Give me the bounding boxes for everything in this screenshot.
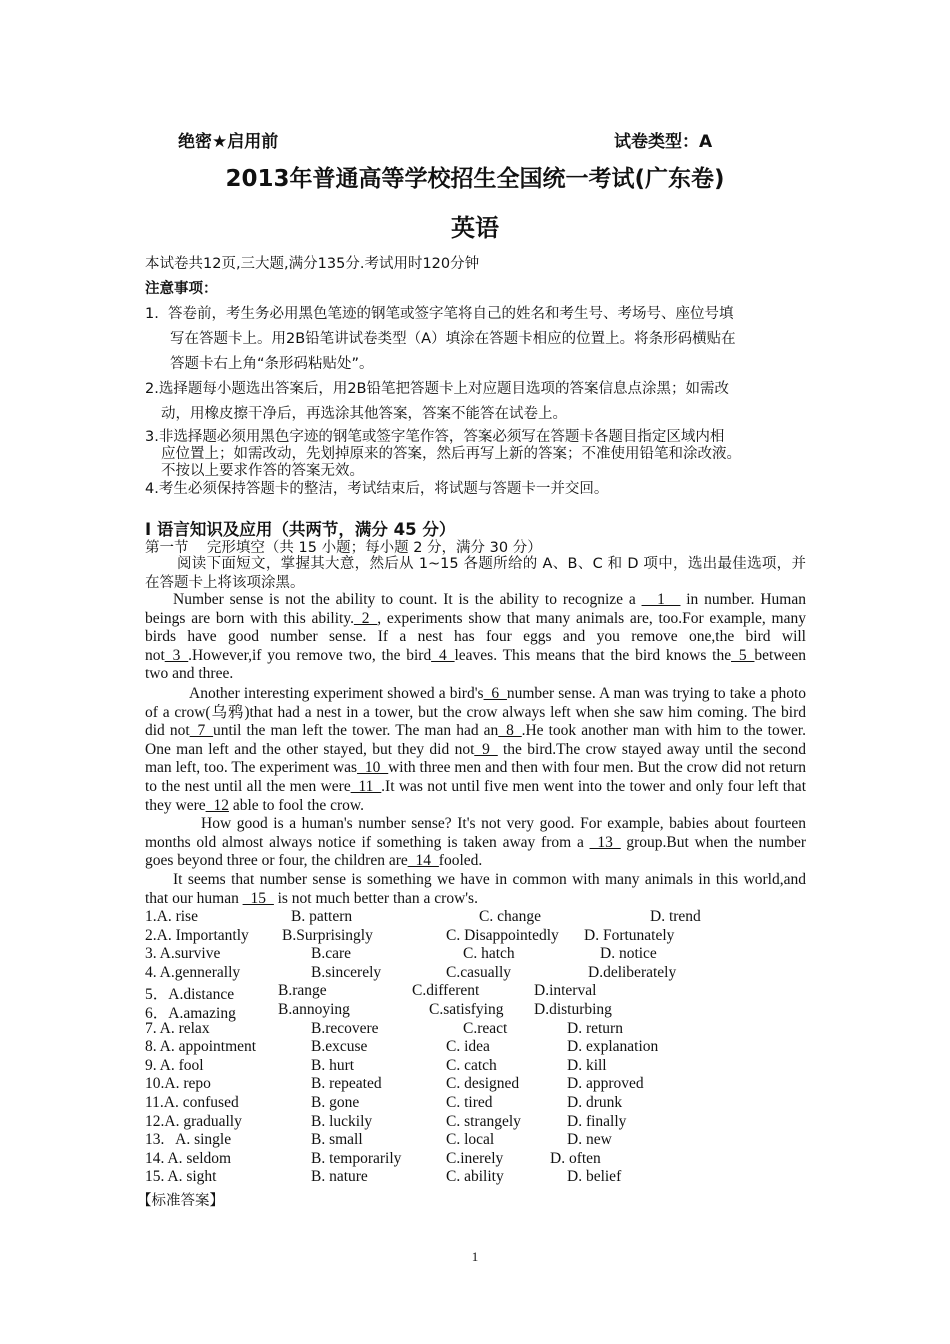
question-2-option-d: D. Fortunately (584, 926, 675, 944)
question-1-option-a: 1.A. rise (145, 908, 198, 925)
question-5-option-d: D.interval (534, 982, 597, 1000)
exam-intro: 本试卷共12页,三大题,满分135分.考试用时120分钟 (145, 256, 480, 272)
paper-type-label: 试卷类型：A (614, 132, 713, 152)
section-1-title: I 语言知识及应用（共两节，满分 45 分） (145, 520, 456, 539)
note-1-line-2: 写在答题卡上。用2B铅笔讲试卷类型（A）填涂在答题卡相应的位置上。将条形码横贴在 (170, 331, 736, 347)
blank-7: _7_ (189, 722, 213, 740)
question-7-option-a: 7. A. relax (145, 1019, 210, 1037)
question-15-option-c: C. ability (446, 1168, 504, 1186)
question-4-option-c: C.casually (446, 963, 511, 981)
question-15-option-d: D. belief (567, 1168, 622, 1186)
question-2-option-b: B.Surprisingly (282, 926, 373, 944)
question-4-option-a: 4. A.gennerally (145, 963, 241, 981)
blank-5: _5_ (731, 646, 755, 664)
note-3-line-2: 应位置上；如需改动，先划掉原来的答案，然后再写上新的答案；不准使用铅笔和涂改液。 (161, 446, 741, 462)
question-3-option-a: 3. A.survive (145, 945, 221, 963)
question-13-option-b: B. small (311, 1131, 363, 1149)
blank-3: _3_ (164, 646, 189, 664)
blank-15: _15_ (242, 889, 274, 907)
passage-paragraph-4: It seems that number sense is something we have in common with many animals in this world,and that our human _15_ is not much better than a crow's. (145, 871, 806, 907)
blank-2: _2_ (353, 609, 378, 627)
question-9-option-d: D. kill (567, 1056, 607, 1074)
notes-title: 注意事项： (145, 281, 218, 297)
question-5-option-c: C.different (412, 982, 480, 1000)
blank-11: _11_ (350, 777, 382, 795)
question-13-option-c: C. local (446, 1131, 495, 1149)
note-4-line-1: 4.考生必须保持答题卡的整洁，考试结束后，将试题与答题卡一并交回。 (145, 481, 609, 497)
question-1-option-b: B. pattern (291, 908, 353, 925)
blank-12: _12 (205, 796, 229, 814)
question-3-option-d: D. notice (600, 945, 657, 963)
blank-13: _13_ (589, 833, 621, 851)
question-2-option-a: 2.A. Importantly (145, 926, 249, 944)
question-5-option-a: 5．A.distance (145, 986, 235, 1004)
question-2-option-c: C. Disappointedly (446, 926, 559, 944)
question-7-option-d: D. return (567, 1019, 623, 1037)
question-14-option-d: D. often (550, 1149, 601, 1167)
question-13-option-d: D. new (567, 1131, 612, 1149)
exam-title: 2013年普通高等学校招生全国统一考试(广东卷) (225, 166, 725, 192)
question-10-option-c: C. designed (446, 1075, 520, 1093)
question-10-option-b: B. repeated (311, 1075, 382, 1093)
question-11-option-b: B. gone (311, 1094, 360, 1111)
question-6-option-d: D.disturbing (534, 1001, 612, 1018)
question-14-option-c: C.inerely (446, 1149, 504, 1167)
question-10-option-d: D. approved (567, 1075, 644, 1093)
question-3-option-c: C. hatch (463, 945, 515, 963)
question-11-option-c: C. tired (446, 1094, 493, 1111)
page-number: 1 (471, 1249, 479, 1264)
confidential-label: 绝密★启用前 (178, 132, 279, 152)
part-1-instruction: 阅读下面短文，掌握其大意，然后从 1~15 各题所给的 A、B、C 和 D 项中，选出最佳选项，并在答题卡上将该项涂黑。 (145, 556, 806, 591)
question-11-option-a: 11.A. confused (145, 1094, 239, 1111)
question-8-option-b: B.excuse (311, 1038, 368, 1056)
question-15-option-a: 15. A. sight (145, 1168, 217, 1186)
question-8-option-c: C. idea (446, 1038, 490, 1056)
passage-paragraph-1: Number sense is not the ability to count. It is the ability to recognize a __1__ in number. Human beings are born with this ability._2_, experiments show that many animals are, too.For example, many birds have good number sense. If a nest has four eggs and you remove one,the bird will not_3_.However,if you remove two, the bird_4_leaves. This means that the bird knows the_5_between two and three. (145, 591, 806, 683)
question-4-option-d: D.deliberately (588, 963, 677, 981)
question-12-option-b: B. luckily (311, 1112, 373, 1130)
question-9-option-c: C. catch (446, 1056, 497, 1074)
question-1-option-d: D. trend (650, 908, 701, 925)
question-12-option-d: D. finally (567, 1112, 627, 1130)
blank-10: _10_ (357, 759, 389, 777)
note-3-line-3: 不按以上要求作答的答案无效。 (161, 463, 364, 479)
question-13-option-a: 13. A. single (145, 1131, 232, 1149)
passage-paragraph-2: Another interesting experiment showed a bird's_6_number sense. A man was trying to take a photo of a crow(乌鸦)that had a nest in a tower, but the crow always left when she saw him coming. The bird did not_7_until the man left the tower. The man had an_8_.He took another man with him to the tower. One man left and the other stayed, but they did not_9_ the bird.The crow stayed away until the second man left, too. The experiment was_10_with three men and then with four men. But the crow did not return to the nest until all the men were_11_.It was not until five men went into the tower and only four left that they were_12 able to fool the crow. (145, 685, 807, 814)
question-8-option-d: D. explanation (567, 1038, 659, 1056)
subject-title: 英语 (451, 214, 499, 242)
note-2-line-1: 2.选择题每小题选出答案后，用2B铅笔把答题卡上对应题目选项的答案信息点涂黑；如需改 (145, 381, 730, 397)
standard-answer-label: 【标准答案】 (137, 1193, 224, 1209)
note-1-line-3: 答题卡右上角“条形码粘贴处”。 (170, 356, 374, 372)
question-1-option-c: C. change (479, 908, 541, 925)
note-1-line-1: 1. 答卷前，考生务必用黑色笔迹的钢笔或签字笔将自己的姓名和考生号、考场号、座位号填 (145, 306, 734, 322)
question-12-option-a: 12.A. gradually (145, 1112, 242, 1130)
note-3-line-1: 3.非选择题必须用黑色字迹的钢笔或签字笔作答，答案必须写在答题卡各题目指定区域内相 (145, 429, 725, 445)
question-8-option-a: 8. A. appointment (145, 1038, 257, 1056)
note-2-line-2: 动，用橡皮擦干净后，再选涂其他答案，答案不能答在试卷上。 (161, 406, 567, 422)
question-10-option-a: 10.A. repo (145, 1075, 211, 1093)
question-6-option-c: C.satisfying (429, 1001, 504, 1018)
question-6-option-b: B.annoying (278, 1001, 350, 1018)
question-9-option-a: 9. A. fool (145, 1056, 204, 1074)
question-15-option-b: B. nature (311, 1168, 368, 1186)
blank-9: _9_ (474, 740, 498, 758)
question-3-option-b: B.care (311, 945, 352, 963)
question-7-option-c: C.react (463, 1019, 508, 1037)
part-1-title: 第一节 完形填空（共 15 小题；每小题 2 分，满分 30 分） (145, 540, 542, 556)
question-9-option-b: B. hurt (311, 1056, 355, 1074)
question-14-option-b: B. temporarily (311, 1149, 402, 1167)
question-14-option-a: 14. A. seldom (145, 1149, 232, 1167)
question-11-option-d: D. drunk (567, 1094, 623, 1111)
blank-14: _14_ (407, 852, 439, 870)
question-4-option-b: B.sincerely (311, 963, 382, 981)
blank-8: _8_ (498, 722, 522, 740)
blank-4: _4_ (431, 646, 455, 664)
blank-1: __1__ (641, 591, 681, 608)
question-12-option-c: C. strangely (446, 1112, 521, 1130)
question-5-option-b: B.range (278, 982, 327, 1000)
blank-6: _6_ (483, 685, 507, 702)
question-6-option-a: 6．A.amazing (145, 1005, 236, 1022)
passage-paragraph-3: How good is a human's number sense? It's not very good. For example, babies about fourteen months old almost always notice if something is taken away from a _13_ group.But when the number goes beyond three or four, the children are_14_fooled. (145, 815, 806, 870)
question-7-option-b: B.recovere (311, 1019, 379, 1037)
